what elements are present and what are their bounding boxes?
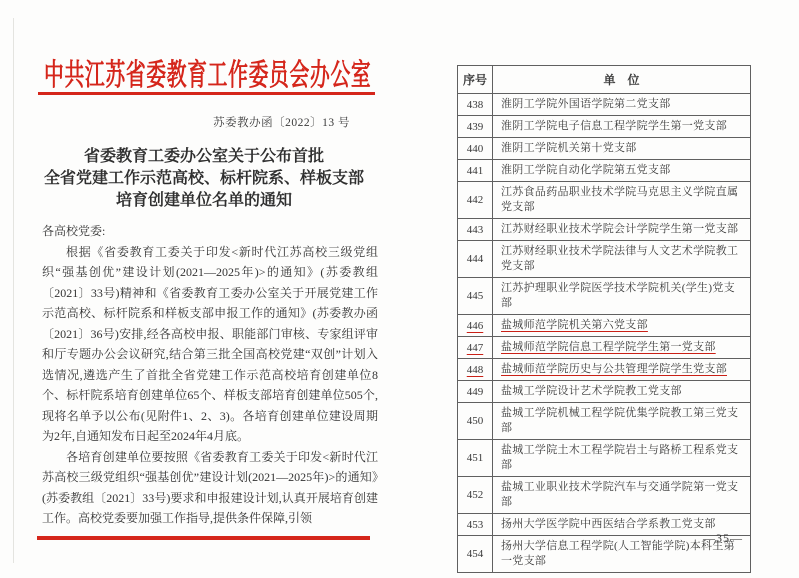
row-unit: 淮阴工学院自动化学院第五党支部 [493, 160, 751, 182]
document-title-line-1: 省委教育工委办公室关于公布首批 [83, 148, 324, 165]
table-row [458, 116, 751, 138]
row-unit: 盐城师范学院信息工程学院学生第一党支部 [493, 337, 751, 359]
row-no: 453 [458, 514, 493, 536]
table-row [458, 403, 751, 440]
letterhead-title: 中共江苏省委教育工作委员会办公室 [44, 59, 372, 92]
row-no: 445 [458, 278, 493, 315]
row-unit: 江苏财经职业技术学院法律与人文艺术学院教工党支部 [493, 241, 751, 278]
table-row [458, 138, 751, 160]
row-unit: 盐城师范学院历史与公共管理学院学生党支部 [493, 359, 751, 381]
footer-divider [37, 536, 370, 540]
row-no: 441 [458, 160, 493, 182]
table-row [458, 94, 751, 116]
row-no: 440 [458, 138, 493, 160]
row-no: 452 [458, 477, 493, 514]
row-unit: 江苏食品药品职业技术学院马克思主义学院直属党支部 [493, 182, 751, 219]
row-unit: 扬州大学医学院中西医结合学系教工党支部 [493, 514, 751, 536]
row-unit: 江苏财经职业技术学院会计学院学生第一党支部 [493, 219, 751, 241]
row-unit: 江苏护理职业学院医学技术学院机关(学生)党支部 [493, 278, 751, 315]
table-row [458, 160, 751, 182]
salutation: 各高校党委: [42, 224, 106, 238]
row-unit: 盐城工学院机械工程学院优集学院教工第三党支部 [493, 403, 751, 440]
document-title [28, 146, 380, 212]
header-serial-number: 序号 [458, 66, 493, 94]
row-no: 444 [458, 241, 493, 278]
table-row [458, 182, 751, 219]
row-unit: 盐城师范学院机关第六党支部 [493, 315, 751, 337]
row-unit: 盐城工学院设计艺术学院教工党支部 [493, 381, 751, 403]
page-number: —35— [703, 531, 743, 545]
row-unit: 淮阴工学院外国语学院第二党支部 [493, 94, 751, 116]
table-row [458, 278, 751, 315]
row-unit: 盐城工学院土木工程学院岩土与路桥工程系党支部 [493, 440, 751, 477]
document-title-line-3: 培育创建单位名单的通知 [115, 192, 292, 209]
row-no: 439 [458, 116, 493, 138]
row-no: 447 [458, 337, 493, 359]
body-paragraph-2: 各培育创建单位要按照《省委教育工委关于印发<新时代江苏高校三级党组织“强基创优”建设计划(2021—2025年)>的通知》(苏委教组〔2021〕33号)要求和申报建设计划,认真开展培育创建工作。高校党委要加强工作指导,提供条件保障,引领 [42, 449, 378, 525]
row-no: 450 [458, 403, 493, 440]
table-row [458, 381, 751, 403]
row-no: 443 [458, 219, 493, 241]
row-unit: 扬州大学信息工程学院(人工智能学院)本科生第一党支部 [493, 536, 751, 573]
document-title-line-2: 全省党建工作示范高校、标杆院系、样板支部 [43, 170, 364, 187]
document-number: 苏委教办函〔2022〕13 号 [213, 117, 350, 129]
table-row [458, 440, 751, 477]
row-no: 451 [458, 440, 493, 477]
table-row [458, 337, 751, 359]
unit-table [457, 65, 751, 573]
body-paragraph-1: 根据《省委教育工委关于印发<新时代江苏高校三级党组织“强基创优”建设计划(2021—2025年)>的通知》(苏委教组〔2021〕33号)精神和《省委教育工委办公室关于开展党建工作示范高校、标杆院系和样板支部申报工作的通知》(苏委教办函〔2021〕36号)安排,经各高校申报、职能部门审核、专家组评审和厅专题办公会议研究,结合第三批全国高校党建“双创”计划入选情况,遴选产生了首批全省党建工作示范高校培育创建单位8个、标杆院系培育创建单位65个、样板支部培育创建单位505个,现将名单予以公布(见附件1、2、3)。各培育创建单位建设周期为2年,自通知发布日起至2024年4月底。 [42, 244, 378, 443]
row-no: 448 [458, 359, 493, 381]
table-row [458, 241, 751, 278]
document-body [42, 221, 378, 529]
row-no: 454 [458, 536, 493, 573]
unit-table-body [458, 94, 751, 573]
row-no: 438 [458, 94, 493, 116]
row-unit: 淮阴工学院电子信息工程学院学生第一党支部 [493, 116, 751, 138]
table-row [458, 219, 751, 241]
unit-table-header [458, 66, 751, 94]
row-unit: 盐城工业职业技术学院汽车与交通学院第一党支部 [493, 477, 751, 514]
table-row [458, 359, 751, 381]
letterhead-divider [38, 92, 375, 95]
row-no: 442 [458, 182, 493, 219]
header-row [458, 66, 751, 94]
row-no: 449 [458, 381, 493, 403]
scan-edge-line [13, 18, 14, 563]
table-row [458, 477, 751, 514]
row-unit: 淮阴工学院机关第十党支部 [493, 138, 751, 160]
table-row [458, 315, 751, 337]
row-no: 446 [458, 315, 493, 337]
header-unit: 单 位 [493, 66, 751, 94]
